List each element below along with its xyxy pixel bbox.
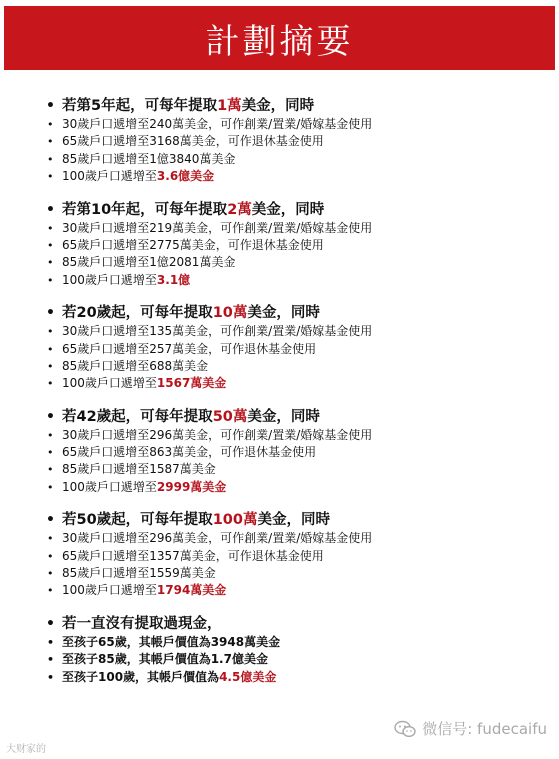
- plan-section-year10: [0, 200, 559, 290]
- item-text: 30歲戶口遞增至296萬美金，可作創業/置業/婚嫁基金使用: [62, 531, 373, 546]
- heading-highlight: 100萬: [212, 512, 258, 529]
- list-item: [0, 582, 559, 599]
- list-item: [0, 220, 559, 237]
- list-item: [0, 634, 559, 651]
- bullet-icon: •: [47, 549, 54, 563]
- bullet-icon: •: [47, 446, 54, 460]
- heading-highlight: 10萬: [212, 305, 248, 322]
- item-text: 85歲戶口遞增至1559萬美金: [62, 566, 216, 581]
- item-highlight: 3.1億: [156, 272, 191, 287]
- bullet-icon: •: [46, 201, 55, 218]
- bullet-icon: •: [47, 670, 55, 684]
- plan-section-age50: [0, 510, 559, 600]
- bullet-icon: •: [47, 567, 54, 581]
- heading-text-tail: 美金，同時: [247, 305, 320, 322]
- bullet-icon: •: [47, 135, 54, 149]
- bullet-icon: •: [47, 342, 54, 356]
- title-banner: [4, 6, 555, 70]
- bullet-icon: •: [47, 653, 55, 667]
- item-text: 至孩子100歲，其帳戶價值為: [62, 669, 220, 684]
- section-heading: [0, 407, 559, 427]
- item-text: 65歲戶口遞增至2775萬美金，可作退休基金使用: [62, 237, 324, 252]
- bullet-icon: •: [46, 98, 55, 114]
- bullet-icon: •: [47, 238, 54, 252]
- item-text: 30歲戶口遞增至135萬美金，可作創業/置業/婚嫁基金使用: [62, 324, 373, 339]
- bullet-icon: •: [47, 256, 54, 270]
- heading-text: 若20歲起，可每年提取: [62, 305, 213, 322]
- bullet-icon: •: [47, 118, 54, 131]
- bullet-icon: •: [47, 480, 54, 494]
- item-text: 100歲戶口遞增至: [62, 169, 157, 184]
- item-text: 至孩子65歲，其帳戶價值為3948萬美金: [62, 634, 281, 649]
- bullet-icon: •: [47, 377, 54, 391]
- item-text: 65歲戶口遞增至3168萬美金，可作退休基金使用: [62, 134, 324, 149]
- list-item: [0, 323, 559, 340]
- plan-section-age42: [0, 407, 559, 497]
- corner-watermark: 大财家的: [6, 744, 46, 755]
- list-item: [0, 116, 559, 133]
- item-text: 30歲戶口遞增至240萬美金，可作創業/置業/婚嫁基金使用: [62, 117, 373, 131]
- list-item: [0, 375, 559, 392]
- item-text: 85歲戶口遞增至1億3840萬美金: [62, 151, 236, 166]
- section-heading: [0, 510, 559, 530]
- bullet-icon: •: [47, 152, 54, 166]
- bullet-icon: •: [46, 408, 55, 425]
- wechat-watermark: [394, 718, 547, 739]
- list-item: [0, 461, 559, 478]
- bullet-icon: •: [47, 532, 54, 546]
- bullet-icon: •: [47, 325, 54, 339]
- list-item: [0, 133, 559, 150]
- bullet-icon: •: [47, 359, 54, 373]
- bullet-icon: •: [47, 170, 54, 184]
- item-text: 100歲戶口遞增至: [62, 272, 157, 287]
- summary-content: [0, 96, 559, 686]
- item-text: 65歲戶口遞增至863萬美金，可作退休基金使用: [62, 445, 317, 460]
- item-text: 100歲戶口遞增至: [62, 583, 157, 598]
- list-item: [0, 548, 559, 565]
- list-item: [0, 341, 559, 358]
- plan-section-age20: [0, 303, 559, 393]
- bullet-icon: •: [47, 463, 54, 477]
- heading-text-tail: 美金，同時: [247, 408, 320, 425]
- heading-text: 若50歲起，可每年提取: [62, 512, 213, 529]
- heading-text: 若第5年起，可每年提取: [62, 98, 218, 114]
- list-item: [0, 358, 559, 375]
- item-text: 85歲戶口遞增至1587萬美金: [62, 462, 216, 477]
- heading-text: 若第10年起，可每年提取: [62, 201, 228, 218]
- item-text: 65歲戶口遞增至257萬美金，可作退休基金使用: [62, 341, 317, 356]
- plan-section-year5: [0, 96, 559, 186]
- list-item: [0, 168, 559, 185]
- heading-highlight: 2萬: [227, 201, 252, 218]
- list-item: [0, 427, 559, 444]
- heading-text-tail: 美金，同時: [251, 201, 325, 218]
- item-highlight: 2999萬美金: [156, 479, 227, 494]
- item-highlight: 1567萬美金: [156, 376, 227, 391]
- list-item: [0, 254, 559, 271]
- item-text: 至孩子85歲，其帳戶價值為1.7億美金: [62, 652, 268, 667]
- heading-text: 若一直沒有提取過現金，: [62, 615, 222, 632]
- list-item: [0, 272, 559, 289]
- list-item: [0, 479, 559, 496]
- bullet-icon: •: [46, 305, 55, 322]
- item-text: 85歲戶口遞增至688萬美金: [62, 358, 209, 373]
- bullet-icon: •: [46, 512, 55, 529]
- item-text: 100歲戶口遞增至: [62, 376, 157, 391]
- item-text: 30歲戶口遞增至219萬美金，可作創業/置業/婚嫁基金使用: [62, 220, 373, 235]
- section-heading: [0, 200, 559, 220]
- list-item: [0, 530, 559, 547]
- section-heading: [0, 614, 559, 634]
- wechat-id-label: 微信号: fudecaifu: [422, 720, 547, 738]
- item-text: 30歲戶口遞增至296萬美金，可作創業/置業/婚嫁基金使用: [62, 427, 373, 442]
- list-item: [0, 237, 559, 254]
- item-highlight: 3.6億美金: [156, 169, 215, 184]
- heading-text: 若42歲起，可每年提取: [62, 408, 213, 425]
- item-text: 85歲戶口遞增至1億2081萬美金: [62, 255, 236, 270]
- item-text: 65歲戶口遞增至1357萬美金，可作退休基金使用: [62, 548, 324, 563]
- list-item: [0, 565, 559, 582]
- plan-section-no-withdrawal: [0, 614, 559, 686]
- bullet-icon: •: [47, 584, 54, 598]
- item-text: 100歲戶口遞增至: [62, 479, 157, 494]
- heading-text-tail: 美金，同時: [257, 512, 330, 529]
- bullet-icon: •: [46, 615, 55, 632]
- heading-highlight: 1萬: [217, 98, 242, 114]
- heading-highlight: 50萬: [212, 408, 248, 425]
- bullet-icon: •: [47, 428, 54, 442]
- section-heading: [0, 303, 559, 323]
- list-item: [0, 151, 559, 168]
- list-item: [0, 651, 559, 668]
- bullet-icon: •: [47, 221, 54, 235]
- page-title: 計劃摘要: [205, 21, 354, 62]
- bullet-icon: •: [47, 273, 54, 287]
- item-highlight: 4.5億美金: [219, 669, 277, 684]
- heading-text-tail: 美金，同時: [241, 98, 315, 114]
- list-item: [0, 669, 559, 686]
- item-highlight: 1794萬美金: [156, 583, 227, 598]
- wechat-icon: [394, 720, 416, 738]
- list-item: [0, 444, 559, 461]
- bullet-icon: •: [47, 635, 55, 649]
- section-heading: [0, 96, 559, 116]
